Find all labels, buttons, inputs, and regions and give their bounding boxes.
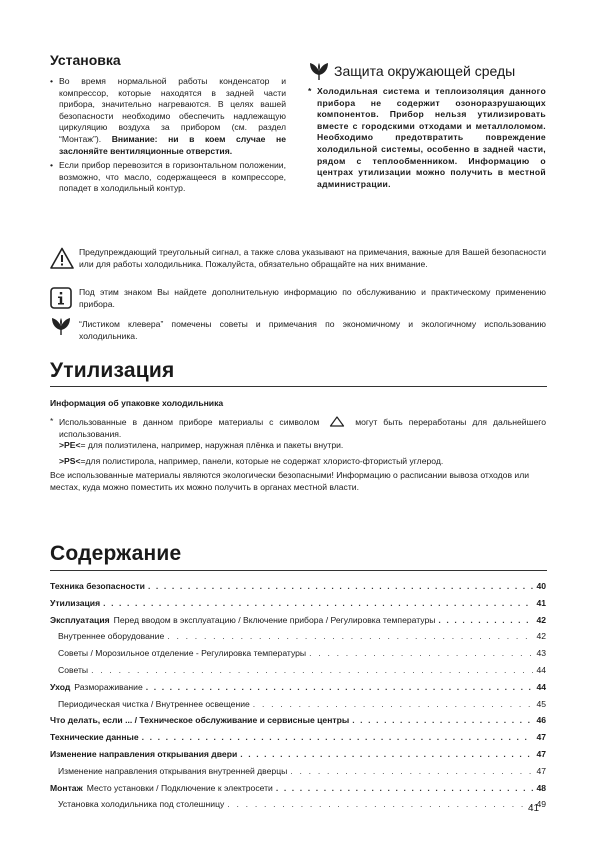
eco-note: “Листиком клевера” помечены советы и примечания по экономичному и экологичному использованию холодильника. (79, 319, 546, 341)
toc-entry-title (50, 682, 143, 692)
toc-leader-dots (276, 783, 534, 793)
toc-entry-title (58, 665, 88, 675)
toc-page-number: 47 (536, 748, 546, 759)
toc-entry-rest: Изменение направления открывания внутренней дверцы (58, 765, 288, 776)
pe-text: = для полиэтилена, например, наружная плёнка и пакеты внутри. (80, 440, 344, 451)
toc-row (50, 732, 546, 749)
toc-row (50, 699, 546, 716)
install-bullet-2-text: Если прибор перевозится в горизонтальном положении, возможно, что масло, содержащееся в компрессоре, попадет в холодильный контур. (59, 160, 286, 194)
toc-entry-bold: Что делать, если ... / Техническое обслуживание и сервисные центры (50, 715, 350, 726)
toc-entry-title (58, 648, 306, 658)
toc-page-number: 47 (536, 765, 546, 776)
info-icon (50, 287, 74, 311)
contents-title: Содержание (50, 542, 182, 565)
toc-entry-title (50, 581, 145, 591)
toc-entry-rest: Место установки / Подключение к электросети (86, 782, 273, 793)
toc-row (50, 581, 546, 598)
toc-leader-dots (352, 715, 533, 725)
toc-entry-title (50, 783, 273, 793)
toc-entry-title (50, 715, 349, 725)
disposal-bullet: * Использованные в данном приборе материалы с символом могут быть переработаны для дальнейшего использования. >PE<= для полиэтилена, например, наружная плёнка и пакеты внутри. >PS<=для полистирола, например, панели, которые не содержат хлористо-фтористый углерод. (50, 416, 547, 466)
toc-entry-rest: Советы / Морозильное отделение - Регулировка температуры (58, 648, 307, 659)
toc-entry-bold: Эксплуатация (50, 614, 110, 625)
toc-page-number: 44 (536, 664, 546, 675)
page-number: 41 (528, 803, 540, 814)
warning-note: Предупреждающий треугольный сигнал, а также слова указывают на примечания, важные для Вашей безопасности или для работы холодильника. Пожалуйста, обязательно обращайте на них внимание. (79, 247, 546, 269)
toc-row (50, 749, 546, 766)
ps-code: >PS< (59, 455, 81, 466)
toc-leader-dots (240, 749, 533, 759)
toc-entry-bold: Уход (50, 681, 71, 692)
install-bullet-1-text: Во время нормальной работы конденсатор и компрессор, которые находятся в задней части прибора, значительно нагреваются. В целях вашей безопасности необходимо обеспечить надлежащую циркуляцию воздуха за прибором (см. раздел “Монтаж”). (59, 76, 286, 144)
contents-rule (50, 570, 547, 571)
toc-entry-rest: Советы (58, 664, 89, 675)
toc-page-number: 41 (536, 597, 546, 608)
env-text-a: Холодильная система и теплоизоляция данного прибора не содержит озоноразрушающих компонентов. (317, 86, 546, 120)
pe-line (59, 440, 546, 452)
install-list (50, 76, 286, 195)
toc-leader-dots (146, 682, 534, 692)
toc-entry-rest: Внутреннее оборудование (58, 631, 165, 642)
toc-entry-bold: Изменение направления открывания двери (50, 748, 238, 759)
toc-entry-bold: Техника безопасности (50, 581, 145, 591)
toc-leader-dots (142, 732, 534, 742)
toc-leader-dots (227, 799, 533, 809)
toc-row (50, 799, 546, 816)
pe-code: >PE< (59, 440, 81, 451)
toc-entry-title (58, 799, 224, 809)
toc-page-number: 44 (536, 681, 546, 692)
env-section (308, 60, 546, 192)
install-section (50, 52, 286, 197)
toc-leader-dots (309, 648, 533, 658)
toc-entry-title (50, 615, 435, 625)
ps-line (59, 456, 546, 468)
table-of-contents (50, 581, 546, 816)
toc-entry-title (58, 766, 287, 776)
env-text-c: Информацию о центрах утилизации можно получить в местной администрации. (317, 155, 546, 189)
toc-row (50, 682, 546, 699)
toc-page-number: 45 (536, 698, 546, 709)
toc-row (50, 631, 546, 648)
install-warning-text: Внимание: ни в коем случае не заслоняйте вентиляционные отверстия. (59, 133, 286, 156)
toc-entry-title (50, 598, 100, 608)
clover-leaf-icon (308, 61, 330, 81)
env-bullet (308, 86, 546, 190)
env-text-b: Прибор нельзя утилизировать вместе с городскими отходами и металлоломом. Необходимо предотвратить повреждение холодильной системы, особенно в задней части, рядом с теплообменником. (317, 109, 546, 166)
recycle-symbol-icon (329, 416, 345, 427)
toc-entry-title (58, 631, 164, 641)
disposal-subtitle: Информация об упаковке холодильника (50, 398, 224, 408)
toc-row (50, 615, 546, 632)
toc-page-number: 46 (536, 715, 546, 726)
toc-entry-rest: Перед вводом в эксплуатацию / Включение прибора / Регулировка температуры (113, 614, 436, 625)
toc-leader-dots (91, 665, 533, 675)
disposal-title: Утилизация (50, 359, 175, 382)
toc-leader-dots (253, 699, 534, 709)
toc-leader-dots (438, 615, 533, 625)
disposal-final: Все использованные материалы являются экологически безопасными! Информацию о расписании вывоза отходов или местах, куда можно поместить их можно получить в органах местной власти. (50, 470, 530, 492)
toc-entry-rest: Периодическая чистка / Внутреннее освещение (58, 698, 250, 709)
toc-entry-rest: Установка холодильника под столешницу (58, 799, 225, 810)
toc-page-number: 43 (536, 648, 546, 659)
toc-entry-title (50, 732, 139, 742)
toc-page-number: 49 (536, 799, 546, 810)
install-bullet-1 (50, 76, 286, 157)
toc-leader-dots (167, 631, 533, 641)
ps-text: =для полистирола, например, панели, которые не содержат хлористо-фтористый углерод. (80, 455, 444, 466)
toc-page-number: 47 (536, 732, 546, 743)
disposal-rule (50, 386, 547, 387)
toc-entry-rest: Размораживание (74, 681, 143, 692)
toc-leader-dots (103, 598, 533, 608)
toc-entry-title (50, 749, 237, 759)
install-bullet-2 (50, 160, 286, 195)
disposal-bullet-pre: Использованные в данном приборе материалы с символом (59, 417, 320, 427)
env-list (308, 86, 546, 190)
toc-entry-bold: Утилизация (50, 597, 101, 608)
toc-entry-bold: Монтаж (50, 782, 83, 793)
toc-leader-dots (148, 581, 533, 591)
env-title: Защита окружающей среды (334, 63, 516, 79)
toc-row (50, 715, 546, 732)
toc-row (50, 598, 546, 615)
toc-page-number: 42 (536, 614, 546, 625)
toc-entry-bold: Технические данные (50, 732, 139, 743)
toc-page-number: 40 (536, 581, 546, 591)
toc-row (50, 783, 546, 800)
toc-row (50, 766, 546, 783)
warning-triangle-icon (50, 247, 74, 271)
toc-leader-dots (290, 766, 533, 776)
toc-entry-title (58, 699, 250, 709)
disposal-body (50, 416, 546, 494)
toc-page-number: 42 (536, 631, 546, 642)
install-title: Установка (50, 52, 121, 68)
toc-row (50, 665, 546, 682)
disposal-bullet-post: могут быть переработаны для дальнейшего использования. (59, 417, 547, 439)
info-note: Под этим знаком Вы найдете дополнительную информацию по обслуживанию и практическому применению прибора. (79, 287, 546, 309)
toc-page-number: 48 (536, 782, 546, 793)
toc-row (50, 648, 546, 665)
clover-leaf-note-icon (50, 316, 74, 340)
